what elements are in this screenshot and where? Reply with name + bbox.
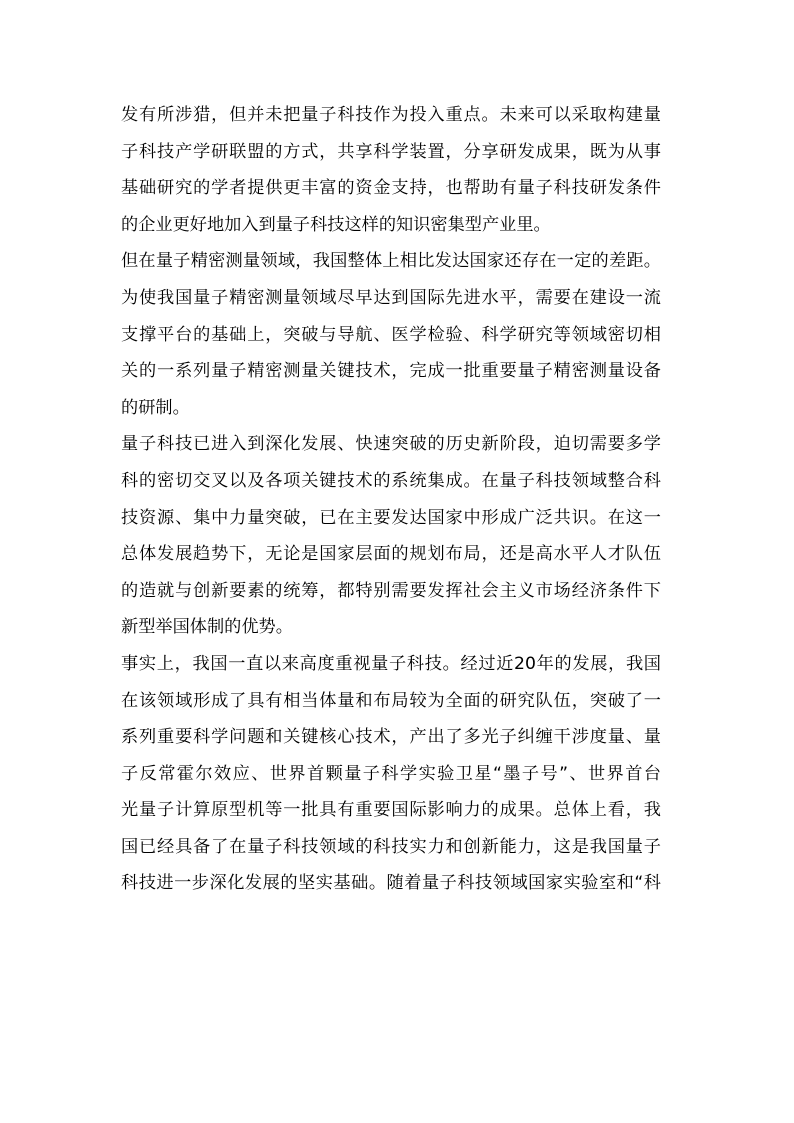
text-line: 新型举国体制的优势。 <box>121 617 293 638</box>
text-line: 技资源、集中力量突破，已在主要发达国家中形成广泛共识。在这一 <box>121 507 661 528</box>
text-line: 事实上，我国一直以来高度重视量子科技。经过近20年的发展，我国 <box>121 653 661 674</box>
text-line: 总体发展趋势下，无论是国家层面的规划布局，还是高水平人才队伍 <box>121 544 661 565</box>
body-text <box>121 97 661 902</box>
text-line: 关的一系列量子精密测量关键技术，完成一批重要量子精密测量设备 <box>121 361 661 382</box>
text-line: 支撑平台的基础上，突破与导航、医学检验、科学研究等领域密切相 <box>121 324 661 345</box>
text-line: 发有所涉猎，但并未把量子科技作为投入重点。未来可以采取构建量 <box>121 105 661 125</box>
text-line: 的造就与创新要素的统筹，都特别需要发挥社会主义市场经济条件下 <box>121 580 661 601</box>
paragraph-2 <box>121 243 661 426</box>
text-line: 但在量子精密测量领域，我国整体上相比发达国家还存在一定的差距。 <box>121 251 661 272</box>
text-line: 为使我国量子精密测量领域尽早达到国际先进水平，需要在建设一流 <box>121 287 661 308</box>
text-line: 光量子计算原型机等一批具有重要国际影响力的成果。总体上看，我 <box>121 800 661 821</box>
paragraph-3 <box>121 426 661 646</box>
text-line: 的研制。 <box>121 397 190 418</box>
text-line: 的企业更好地加入到量子科技这样的知识密集型产业里。 <box>121 214 551 235</box>
text-line: 基础研究的学者提供更丰富的资金支持，也帮助有量子科技研发条件 <box>121 178 661 199</box>
text-line: 国已经具备了在量子科技领域的科技实力和创新能力，这是我国量子 <box>121 836 661 857</box>
text-line: 子反常霍尔效应、世界首颗量子科学实验卫星“墨子号”、世界首台 <box>121 763 661 784</box>
text-line: 科技进一步深化发展的坚实基础。随着量子科技领域国家实验室和“科 <box>121 873 661 894</box>
text-line: 量子科技已进入到深化发展、快速突破的历史新阶段，迫切需要多学 <box>121 434 661 455</box>
text-line: 科的密切交叉以及各项关键技术的系统集成。在量子科技领域整合科 <box>121 470 661 491</box>
paragraph-4 <box>121 646 661 902</box>
paragraph-1 <box>121 97 661 243</box>
text-line: 系列重要科学问题和关键核心技术，产出了多光子纠缠干涉度量、量 <box>121 727 661 748</box>
text-line: 在该领域形成了具有相当体量和布局较为全面的研究队伍，突破了一 <box>121 690 661 711</box>
text-line: 子科技产学研联盟的方式，共享科学装置，分享研发成果，既为从事 <box>121 141 661 162</box>
